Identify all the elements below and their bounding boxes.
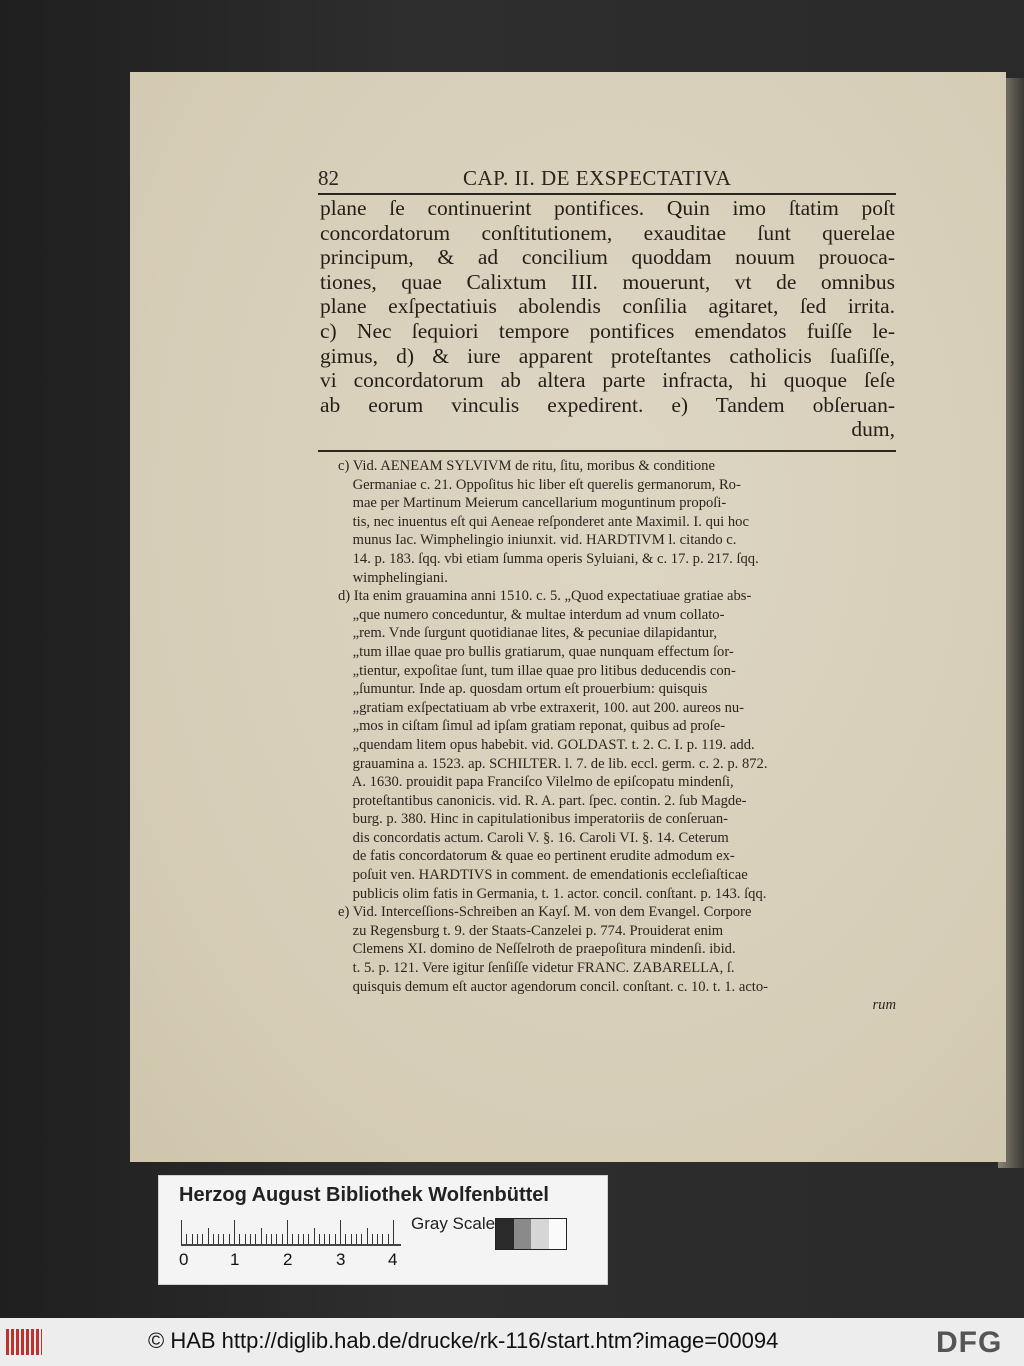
ruler-tick (298, 1234, 299, 1244)
ruler-tick (192, 1234, 193, 1244)
ruler-tick (223, 1234, 224, 1244)
ruler-tick (186, 1234, 187, 1244)
catchword: dum, (851, 417, 895, 442)
footnote-line: publicis olim fatis in Germania, t. 1. actor. concil. conſtant. p. 143. ſqq. (338, 885, 767, 902)
ruler-tick (314, 1228, 315, 1244)
ruler-tick (351, 1234, 352, 1244)
footnote-line: burg. p. 380. Hinc in capitulationibus imperatoriis de conſeruan- (338, 811, 729, 828)
text-line: concordatorum conſtitutionem, exauditae ſunt querelae (320, 220, 895, 245)
footnote-line: t. 5. p. 121. Vere igitur ſenſiſſe videtur FRANC. ZABARELLA, ſ. (338, 960, 735, 977)
ruler (181, 1216, 401, 1246)
footnote-line: c) Vid. AENEAM SYLVIVM de ritu, ſitu, moribus & conditione (338, 458, 715, 474)
ruler-tick (218, 1234, 219, 1244)
ruler-tick (382, 1234, 383, 1244)
footnote-catchword: rum (872, 997, 896, 1014)
running-head: CAP. II. DE EXSPECTATIVA (463, 166, 732, 190)
library-title: Herzog August Bibliothek Wolfenbüttel (179, 1184, 549, 1206)
footnote-line: „tientur, expoſitae ſunt, tum illae quae pro litibus deducendis con- (338, 662, 736, 679)
ruler-tick (287, 1220, 288, 1244)
footnote-line: e) Vid. Interceſſions-Schreiben an Kayſ. M. von dem Evangel. Corpore (338, 904, 752, 921)
footnote-line: zu Regensburg t. 9. der Staats-Canzelei p. 774. Prouiderat enim (338, 922, 724, 939)
page-number: 82 (318, 166, 339, 190)
footnote-line: grauamina a. 1523. ap. SCHILTER. l. 7. de lib. eccl. germ. c. 2. p. 872. (338, 755, 768, 772)
gray-swatch (514, 1219, 532, 1249)
color-calibration-card (158, 1175, 608, 1285)
ruler-number: 2 (283, 1250, 293, 1269)
text-line: plane exſpectatiuis abolendis conſilia agitaret, ſed irrita. (320, 294, 895, 319)
ruler-tick (367, 1228, 368, 1244)
footnote-line: de fatis concordatorum & quae eo pertinent erudite admodum ex- (338, 848, 735, 865)
header-rule (318, 193, 896, 195)
footnote-line: d) Ita enim grauamina anni 1510. c. 5. „Quod expectatiuae gratiae abs- (338, 588, 752, 605)
footnote-rule (318, 450, 896, 452)
footnote-line: Clemens XI. domino de Neſſelroth de praepoſitura mindenſi. ibid. (338, 941, 736, 958)
footnote-line: dis concordatis actum. Caroli V. §. 16. Caroli VI. §. 14. Ceterum (338, 829, 729, 846)
ruler-tick (329, 1234, 330, 1244)
ruler-tick (202, 1234, 203, 1244)
ruler-tick (266, 1234, 267, 1244)
ruler-tick (239, 1234, 240, 1244)
ruler-tick (372, 1234, 373, 1244)
footnote-line: „que numero conceduntur, & multae interdum ad vnum collato- (338, 606, 725, 623)
footnote-line: poſuit ven. HARDTIVS in comment. de emendationis eccleſiaſticae (338, 867, 748, 884)
text-line: plane ſe continuerint pontifices. Quin imo ſtatim poſt (320, 196, 895, 220)
footnote-line: Germaniae c. 21. Oppoſitus hic liber eſt querelis germanorum, Ro- (338, 476, 741, 493)
ruler-number: 4 (388, 1250, 398, 1269)
ruler-number: 1 (230, 1250, 240, 1269)
footnote-line: wimphelingiani. (338, 569, 448, 586)
ruler-tick (250, 1234, 251, 1244)
text-line: vi concordatorum ab altera parte infracta, hi quoque ſeſe (320, 368, 895, 393)
ruler-tick (303, 1234, 304, 1244)
footnote-line: „rem. Vnde ſurgunt quotidianae lites, & pecuniae dilapidantur, (338, 625, 718, 642)
footnote-line: 14. p. 183. ſqq. vbi etiam ſumma operis Syluiani, & c. 17. p. 217. ſqq. (338, 550, 759, 567)
ruler-tick (345, 1234, 346, 1244)
footnote-line: „mos in ciſtam ſimul ad ipſam gratiam reponat, quibus ad proſe- (338, 718, 726, 735)
text-line: tiones, quae Calixtum III. mouerunt, vt de omnibus (320, 269, 895, 294)
text-line: ab eorum vinculis expedirent. e) Tandem obſeruan- (320, 392, 895, 417)
ruler-tick (245, 1234, 246, 1244)
text-line: c) Nec ſequiori tempore pontifices emendatos fuiſſe le- (320, 318, 895, 343)
text-line: principum, & ad concilium quoddam nouum prouoca- (320, 245, 895, 270)
footnote-line: „gratiam exſpectatiuam ab vrbe extraxerit, 100. aut 200. aureos nu- (338, 699, 745, 716)
ruler-tick (356, 1234, 357, 1244)
ruler-tick (292, 1234, 293, 1244)
gray-scale-swatches (495, 1218, 567, 1250)
footnote-line: proteſtantibus canonicis. vid. R. A. part. ſpec. contin. 2. ſub Magde- (338, 792, 747, 809)
footnote-line: A. 1630. prouidit papa Franciſco Vilelmo de epiſcopatu mindenſi, (338, 774, 734, 791)
ruler-number: 3 (336, 1250, 346, 1269)
footnote-line: quisquis demum eſt auctor agendorum concil. conſtant. c. 10. t. 1. acto- (338, 978, 769, 995)
ruler-tick (335, 1234, 336, 1244)
footnote-line: mae per Martinum Meierum cancellarium moguntinum propoſi- (338, 495, 727, 512)
ruler-tick (229, 1234, 230, 1244)
ruler-tick (319, 1234, 320, 1244)
footnote-line: „ſumuntur. Inde ap. quosdam ortum eſt prouerbium: quisquis (338, 681, 708, 698)
ruler-baseline (181, 1244, 401, 1246)
ruler-tick (393, 1220, 394, 1244)
ruler-tick (181, 1220, 182, 1244)
text-line: gimus, d) & iure apparent proteſtantes catholicis ſuaſiſſe, (320, 343, 895, 368)
ruler-tick (213, 1234, 214, 1244)
footnotes (338, 457, 896, 1015)
ruler-tick (276, 1234, 277, 1244)
ruler-tick (388, 1234, 389, 1244)
footnote-line: „quendam litem opus habebit. vid. GOLDAST. t. 2. C. I. p. 119. add. (338, 736, 755, 753)
ruler-tick (234, 1220, 235, 1244)
ruler-tick (261, 1228, 262, 1244)
ruler-tick (361, 1234, 362, 1244)
copyright-link[interactable]: © HAB http://diglib.hab.de/drucke/rk-116/start.htm?image=00094 (148, 1328, 779, 1353)
ruler-tick (377, 1234, 378, 1244)
ruler-tick (255, 1234, 256, 1244)
ruler-tick (208, 1228, 209, 1244)
ruler-tick (282, 1234, 283, 1244)
footnote-line: munus Iac. Wimphelingio iniunxit. vid. HARDTIVM l. citando c. (338, 532, 737, 549)
ruler-number: 0 (179, 1250, 189, 1269)
ruler-tick (324, 1234, 325, 1244)
ruler-tick (197, 1234, 198, 1244)
footnote-line: tis, nec inuentus eſt qui Aeneae reſponderet ante Maximil. I. qui hoc (338, 513, 749, 530)
main-text (320, 196, 895, 442)
ruler-tick (308, 1234, 309, 1244)
footer-bar (0, 1318, 1024, 1366)
footnote-line: „tum illae quae pro bullis gratiarum, quae nunquam effectum ſor- (338, 643, 734, 660)
gray-swatch (549, 1219, 567, 1249)
page-header (318, 166, 893, 192)
dfg-logo: DFG (936, 1326, 1003, 1359)
hab-logo-icon (6, 1329, 42, 1355)
gray-scale-label: Gray Scale (411, 1214, 496, 1233)
ruler-tick (271, 1234, 272, 1244)
gray-swatch (531, 1219, 549, 1249)
gray-swatch (496, 1219, 514, 1249)
ruler-tick (340, 1220, 341, 1244)
